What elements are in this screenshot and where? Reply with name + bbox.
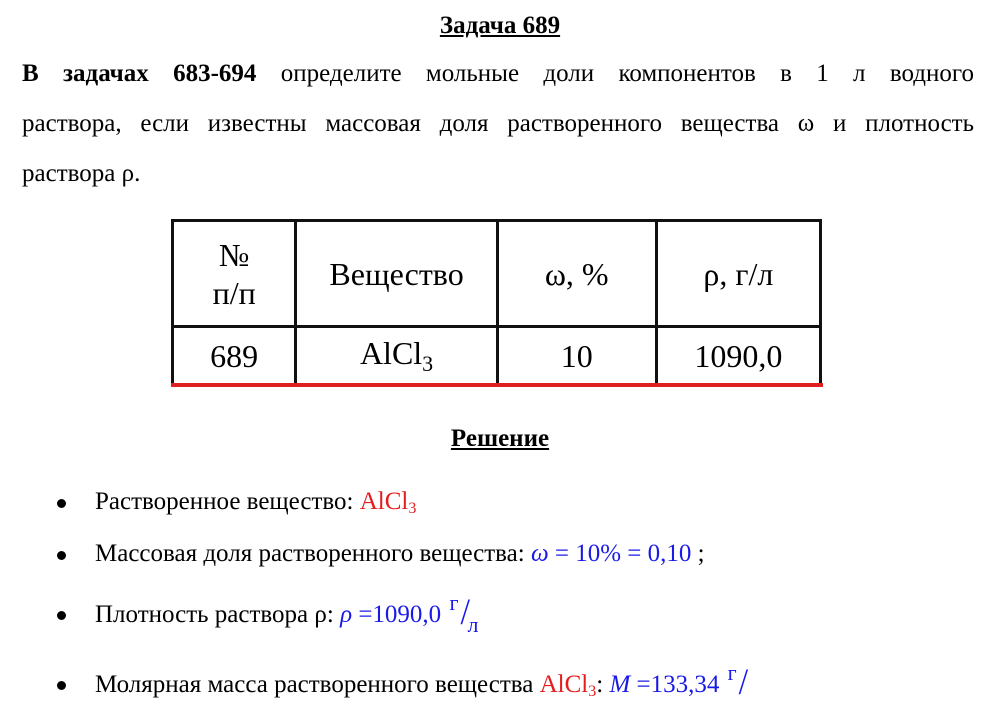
density-expression [340,601,441,628]
molar-mass-expression [609,671,719,698]
mass-fraction-tail: ; [691,540,705,567]
density-unit-den: л [467,612,479,637]
molar-mass-symbol: M [609,671,631,698]
cell-omega: 10 [497,327,656,386]
solute-formula [360,488,417,515]
table-underline [171,383,823,387]
bullet-dot-icon [57,611,66,620]
cell-substance [296,327,497,386]
data-table [171,219,822,387]
intro-line-3: раствора ρ. [22,160,141,187]
bullet-solute-label: Растворенное вещество: [95,488,360,515]
intro-line-2: раствора, если известны массовая доля растворенного вещества ω и плотность [22,110,974,137]
molar-mass-unit-num: г [727,660,737,685]
header-number-line2: п/п [212,274,256,311]
bullet-dot-icon [57,499,66,508]
bullet-molar-mass-label: Молярная масса растворенного вещества [95,671,540,698]
mass-fraction-expression [531,540,691,567]
cell-substance-main: AlCl [359,335,423,371]
density-value: =1090,0 [352,601,442,628]
molar-mass-value: =133,34 [630,671,720,698]
molar-mass-unit-slash: / [738,662,749,703]
intro-line-1 [22,60,974,88]
density-unit-num: г [449,590,459,615]
molar-mass-colon: : [596,671,610,698]
molar-mass-formula [540,671,597,698]
header-omega: ω, % [497,221,656,327]
density-unit [447,590,487,640]
header-rho: ρ, г/л [656,221,820,327]
bullet-dot-icon [57,551,66,560]
intro-bold-prefix: В задачах 683-694 [22,60,257,87]
solute-formula-sub: 3 [408,500,417,517]
table-header-row [173,221,821,327]
bullet-molar-mass [95,660,766,710]
mass-fraction-value: = 10% = 0,10 [548,540,692,567]
solute-formula-main: AlCl [359,488,409,515]
header-number [173,221,296,327]
density-unit-slash: / [460,592,470,633]
bullet-mass-fraction-label: Массовая доля растворенного вещества: [95,540,531,567]
bullet-mass-fraction [95,540,705,568]
bullet-dot-icon [57,681,66,690]
molar-mass-formula-main: AlCl [539,671,589,698]
table-row [173,327,821,386]
cell-rho: 1090,0 [656,327,820,386]
bullet-density [95,590,487,640]
rho-symbol: ρ [340,601,353,628]
bullet-solute [95,488,416,518]
header-number-line1: № [218,236,250,273]
molar-mass-formula-sub: 3 [588,683,597,700]
omega-symbol: ω [530,540,549,567]
molar-mass-unit [726,660,766,710]
cell-substance-sub: 3 [422,351,434,376]
bullet-density-label: Плотность раствора ρ: [95,601,341,628]
intro-line-1-text: определите мольные доли компонентов в 1 л водного [256,60,974,87]
problem-title: Задача 689 [439,12,561,39]
header-substance: Вещество [296,221,497,327]
cell-number: 689 [173,327,296,386]
solution-title: Решение [450,425,550,452]
